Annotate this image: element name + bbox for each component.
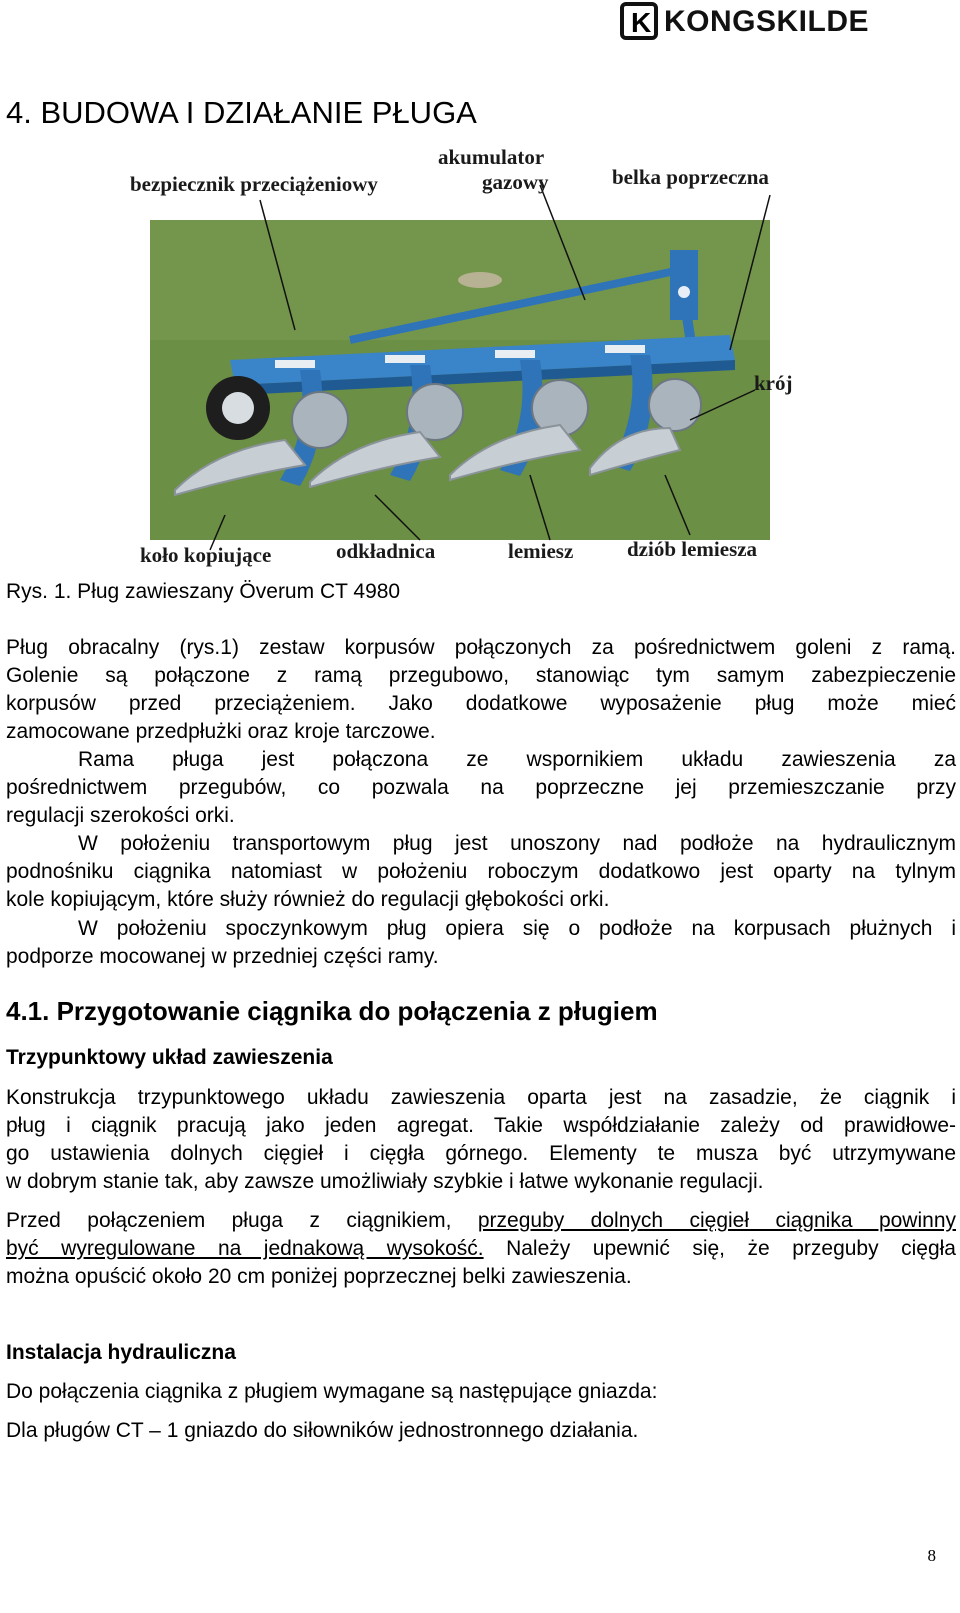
underlined-requirement-2: być wyregulowane na jednakową wysokość. bbox=[6, 1237, 484, 1260]
intro-paragraph-4: W położeniu spoczynkowym pług opiera się o podłoże na korpusach płużnych i podporze mocowanej w przedniej części ramy. bbox=[6, 917, 956, 968]
label-overload-protection: bezpiecznik przeciążeniowy bbox=[130, 172, 378, 196]
hydraulic-line-1: Do połączenia ciągnika z pługiem wymagane są następujące gniazda: bbox=[6, 1380, 658, 1403]
intro-paragraph-3: W położeniu transportowym pług jest unoszony nad podłoże na hydraulicznym podnośniku ciągnika natomiast w położeniu roboczym dodatkowo jest oparty na tylnym kole kopiującym, które służy również do regulacji głębokości orki. bbox=[6, 832, 956, 911]
intro-paragraph-2: Rama pługa jest połączona ze wspornikiem układu zawieszenia za pośrednictwem przegubów, co pozwala na poprzeczne jej przemieszczanie przy regulacji szerokości orki. bbox=[6, 748, 956, 827]
hydraulic-line-2: Dla pługów CT – 1 gniazdo do siłowników jednostronnego działania. bbox=[6, 1419, 639, 1442]
three-point-paragraph-1: Konstrukcja trzypunktowego układu zawieszenia oparta jest na zasadzie, że ciągnik i pług i ciągnik pracują jako jeden agregat. Takie współdziałanie zależy od prawidłowe- go ustawienia dolnych cięgieł i cięgła górnego. Elementy te musza być utrzymywane w dobrym stanie tak, aby zawsze umożliwiały szybkie i łatwe wykonanie regulacji. bbox=[6, 1086, 956, 1193]
plough-figure bbox=[130, 145, 830, 585]
label-share-point: dziób lemiesza bbox=[627, 537, 758, 561]
label-coulter: krój bbox=[754, 371, 793, 395]
underlined-requirement-1: przeguby dolnych cięgieł ciągnika powinny bbox=[477, 1209, 956, 1232]
label-accumulator: akumulator bbox=[438, 145, 545, 169]
label-depth-wheel: koło kopiujące bbox=[140, 543, 272, 567]
three-point-heading: Trzypunktowy układ zawieszenia bbox=[6, 1046, 333, 1069]
callout-lines bbox=[130, 145, 830, 585]
label-share: lemiesz bbox=[508, 539, 574, 563]
label-accumulator-gas: gazowy bbox=[482, 170, 549, 194]
logo-text: KONGSKILDE bbox=[664, 5, 870, 38]
intro-paragraph-1: Pług obracalny (rys.1) zestaw korpusów połączonych za pośrednictwem goleni z ramą. Golenie są połączone z ramą przegubowo, stanowiąc tym samym zabezpieczenie korpusów przed przeciążeniem. Jako dodatkowe wyposażenie pług może mieć zamocowane przedpłużki oraz kroje tarczowe. bbox=[6, 636, 956, 743]
label-mouldboard: odkładnica bbox=[336, 539, 436, 563]
hydraulic-heading: Instalacja hydrauliczna bbox=[6, 1341, 236, 1364]
three-point-paragraph-2: Przed połączeniem pługa z ciągnikiem, przeguby dolnych cięgieł ciągnika powinny być wyregulowane na jednakową wysokość. Należy upewnić się, że przeguby cięgła można opuścić około 20 cm poniżej poprzecznej belki zawieszenia. bbox=[6, 1209, 956, 1288]
section-title: 4. BUDOWA I DZIAŁANIE PŁUGA bbox=[6, 95, 477, 130]
figure-caption: Rys. 1. Pług zawieszany Överum CT 4980 bbox=[6, 580, 401, 603]
label-crossbeam: belka poprzeczna bbox=[612, 165, 769, 189]
kongskilde-logo bbox=[620, 2, 938, 44]
logo-mark-icon: K bbox=[620, 2, 658, 40]
subsection-title: 4.1. Przygotowanie ciągnika do połączenia z pługiem bbox=[6, 996, 658, 1026]
page-number: 8 bbox=[927, 1546, 936, 1565]
